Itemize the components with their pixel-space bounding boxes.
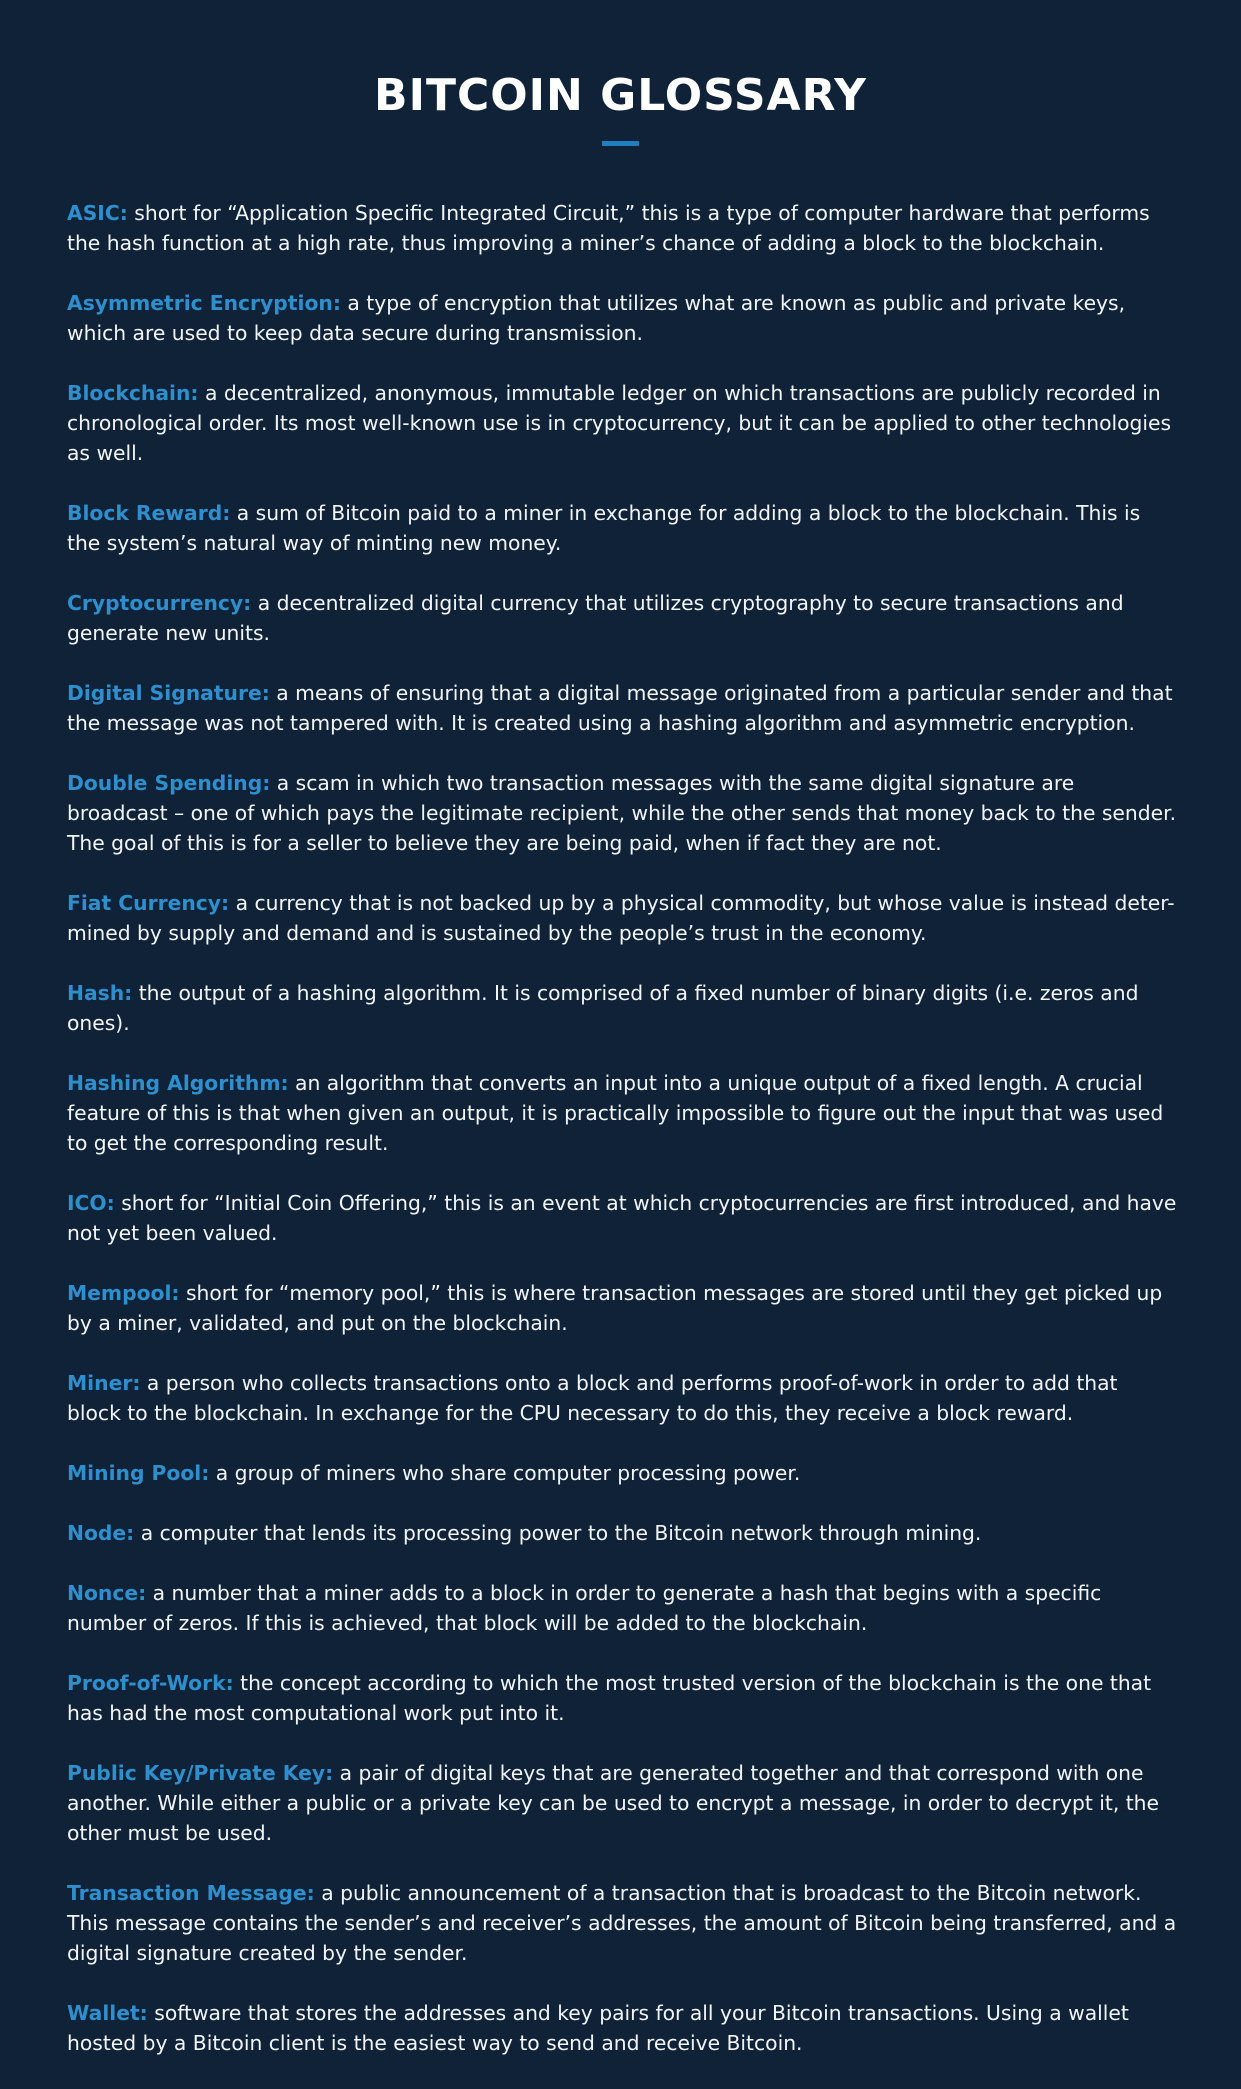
glossary-definition: a decentralized, anonymous, immutable ledger on which transactions are publicly recorded in chronological order. Its most well-known use is in cryptocurrency, but it can be applied to other technologies as well.	[67, 381, 1172, 465]
glossary-term: Public Key/Private Key:	[67, 1761, 334, 1785]
glossary-entry-mempool	[67, 1278, 1177, 1338]
glossary-entry-fiat-currency	[67, 888, 1177, 948]
glossary-definition: a scam in which two transaction messages with the same digital signature are broadcast – one of which pays the legitimate recipient, while the other sends that money back to the sender. The goal of this is for a seller to believe they are being paid, when if fact they are not.	[67, 771, 1177, 855]
glossary-definition: a computer that lends its processing power to the Bitcoin network through mining.	[134, 1521, 982, 1545]
glossary-term: Blockchain:	[67, 381, 199, 405]
glossary-definition: the output of a hashing algorithm. It is comprised of a fixed number of binary digits (i.e. zeros and ones).	[67, 981, 1139, 1035]
glossary-definition: a pair of digital keys that are generated together and that correspond with one another. While either a public or a private key can be used to encrypt a message, in order to decrypt it, the other must be used.	[67, 1761, 1160, 1845]
title-underline	[602, 141, 639, 146]
glossary-term: Asymmetric Encryption:	[67, 291, 341, 315]
glossary-entry-asymmetric-encryption	[67, 288, 1177, 348]
glossary-definition: a number that a miner adds to a block in order to generate a hash that begins with a specific number of zeros. If this is achieved, that block will be added to the blockchain.	[67, 1581, 1102, 1635]
glossary-term: Mempool:	[67, 1281, 180, 1305]
glossary-definition: software that stores the addresses and key pairs for all your Bitcoin transactions. Using a wallet hosted by a Bitcoin client is the easiest way to send and receive Bitcoin.	[67, 2001, 1129, 2055]
glossary-definition: a sum of Bitcoin paid to a miner in exchange for adding a block to the blockchain. This is the system’s natural way of minting new money.	[67, 501, 1141, 555]
glossary-entry-proof-of-work	[67, 1668, 1177, 1728]
glossary-term: Block Reward:	[67, 501, 231, 525]
glossary-term: Hashing Algorithm:	[67, 1071, 289, 1095]
glossary-term: Hash:	[67, 981, 133, 1005]
glossary-list	[67, 198, 1177, 2088]
glossary-entry-wallet	[67, 1998, 1177, 2058]
glossary-term: Mining Pool:	[67, 1461, 210, 1485]
glossary-definition: a currency that is not backed up by a physical commodity, but whose value is instead deter-mined by supply and demand and is sustained by the people’s trust in the economy.	[67, 891, 1175, 945]
glossary-entry-public-private-key	[67, 1758, 1177, 1848]
glossary-definition: short for “memory pool,” this is where transaction messages are stored until they get picked up by a miner, validated, and put on the blockchain.	[67, 1281, 1163, 1335]
glossary-definition: a means of ensuring that a digital message originated from a particular sender and that the message was not tampered with. It is created using a hashing algorithm and asymmetric encryption.	[67, 681, 1173, 735]
glossary-entry-mining-pool	[67, 1458, 1177, 1488]
glossary-entry-miner	[67, 1368, 1177, 1428]
glossary-entry-asic	[67, 198, 1177, 258]
glossary-definition: short for “Application Specific Integrated Circuit,” this is a type of computer hardware that performs the hash function at a high rate, thus improving a miner’s chance of adding a block to the blockchain.	[67, 201, 1150, 255]
glossary-term: Nonce:	[67, 1581, 147, 1605]
glossary-term: Digital Signature:	[67, 681, 270, 705]
glossary-term: ASIC:	[67, 201, 128, 225]
page-title: BITCOIN GLOSSARY	[374, 70, 867, 121]
glossary-term: Cryptocurrency:	[67, 591, 252, 615]
glossary-definition: a type of encryption that utilizes what are known as public and private keys, which are used to keep data secure during transmission.	[67, 291, 1126, 345]
glossary-definition: an algorithm that converts an input into a unique output of a fixed length. A crucial feature of this is that when given an output, it is practically impossible to figure out the input that was used to get the corresponding result.	[67, 1071, 1164, 1155]
glossary-term: Miner:	[67, 1371, 141, 1395]
glossary-entry-hashing-algorithm	[67, 1068, 1177, 1158]
glossary-term: Node:	[67, 1521, 135, 1545]
glossary-entry-digital-signature	[67, 678, 1177, 738]
glossary-term: ICO:	[67, 1191, 115, 1215]
glossary-definition: a group of miners who share computer processing power.	[209, 1461, 801, 1485]
glossary-entry-hash	[67, 978, 1177, 1038]
glossary-term: Fiat Currency:	[67, 891, 230, 915]
glossary-entry-ico	[67, 1188, 1177, 1248]
glossary-term: Wallet:	[67, 2001, 148, 2025]
glossary-definition: a person who collects transactions onto a block and performs proof-of-work in order to add that block to the blockchain. In exchange for the CPU necessary to do this, they receive a block reward.	[67, 1371, 1118, 1425]
glossary-definition: a public announcement of a transaction that is broadcast to the Bitcoin network. This message contains the sender’s and receiver’s addresses, the amount of Bitcoin being transferred, and a digital signature created by the sender.	[67, 1881, 1177, 1965]
glossary-definition: a decentralized digital currency that utilizes cryptography to secure transactions and generate new units.	[67, 591, 1124, 645]
glossary-entry-cryptocurrency	[67, 588, 1177, 648]
glossary-entry-node	[67, 1518, 1177, 1548]
glossary-entry-blockchain	[67, 378, 1177, 468]
glossary-term: Transaction Message:	[67, 1881, 315, 1905]
glossary-definition: the concept according to which the most trusted version of the blockchain is the one that has had the most computational work put into it.	[67, 1671, 1152, 1725]
glossary-entry-double-spending	[67, 768, 1177, 858]
glossary-entry-nonce	[67, 1578, 1177, 1638]
glossary-entry-block-reward	[67, 498, 1177, 558]
glossary-entry-transaction-message	[67, 1878, 1177, 1968]
glossary-term: Double Spending:	[67, 771, 271, 795]
glossary-term: Proof-of-Work:	[67, 1671, 234, 1695]
glossary-definition: short for “Initial Coin Offering,” this is an event at which cryptocurrencies are first introduced, and have not yet been valued.	[67, 1191, 1177, 1245]
